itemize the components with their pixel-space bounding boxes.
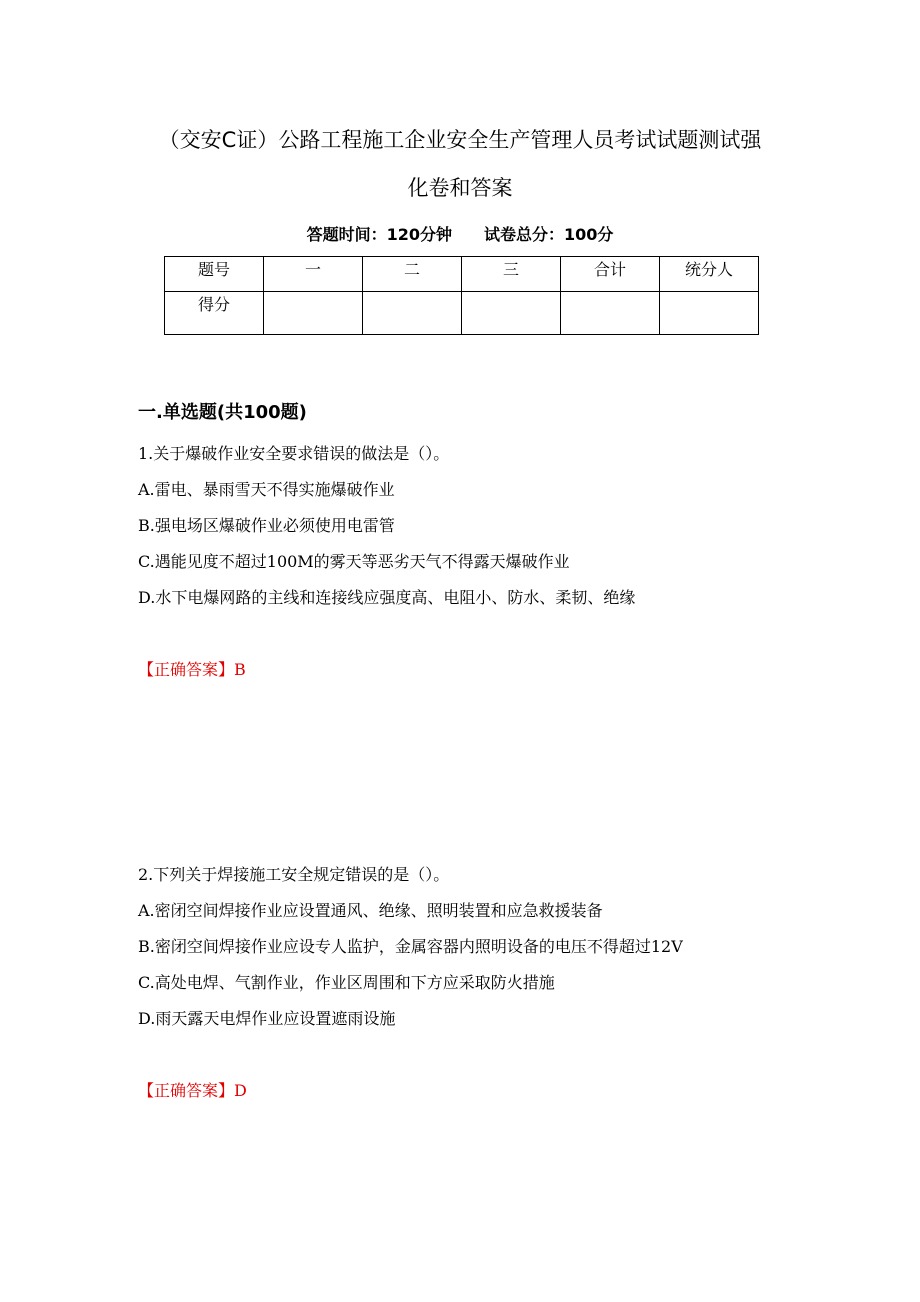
- score-cell: [363, 292, 462, 335]
- score-cell: [264, 292, 363, 335]
- exam-meta: 答题时间：120分钟 试卷总分：100分: [306, 225, 614, 244]
- question-stem: 1.关于爆破作业安全要求错误的做法是（）。: [138, 444, 450, 463]
- option: C.高处电焊、气割作业，作业区周围和下方应采取防火措施: [138, 973, 555, 992]
- option: D.水下电爆网路的主线和连接线应强度高、电阻小、防水、柔韧、绝缘: [138, 588, 636, 607]
- score-cell: [561, 292, 660, 335]
- score-cell: [660, 292, 759, 335]
- header-cell: 二: [363, 257, 462, 292]
- option: A.雷电、暴雨雪天不得实施爆破作业: [138, 480, 395, 499]
- doc-title-line1: （交安C证）公路工程施工企业安全生产管理人员考试试题测试强: [158, 128, 762, 152]
- correct-answer: 【正确答案】B: [138, 660, 246, 679]
- row-label: 得分: [165, 292, 264, 335]
- option: C.遇能见度不超过100M的雾天等恶劣天气不得露天爆破作业: [138, 552, 570, 571]
- option: A.密闭空间焊接作业应设置通风、绝缘、照明装置和应急救援装备: [138, 901, 603, 920]
- correct-answer: 【正确答案】D: [138, 1081, 247, 1100]
- header-cell: 题号: [165, 257, 264, 292]
- option: B.密闭空间焊接作业应设专人监护，金属容器内照明设备的电压不得超过12V: [138, 937, 683, 956]
- header-cell: 合计: [561, 257, 660, 292]
- doc-title-line2: 化卷和答案: [407, 176, 513, 200]
- option: D.雨天露天电焊作业应设置遮雨设施: [138, 1009, 396, 1028]
- score-table: [164, 256, 759, 335]
- option: B.强电场区爆破作业必须使用电雷管: [138, 516, 395, 535]
- score-cell: [462, 292, 561, 335]
- header-cell: 统分人: [660, 257, 759, 292]
- header-cell: 三: [462, 257, 561, 292]
- section-heading: 一.单选题(共100题): [138, 402, 307, 423]
- question-stem: 2.下列关于焊接施工安全规定错误的是（）。: [138, 865, 450, 884]
- header-cell: 一: [264, 257, 363, 292]
